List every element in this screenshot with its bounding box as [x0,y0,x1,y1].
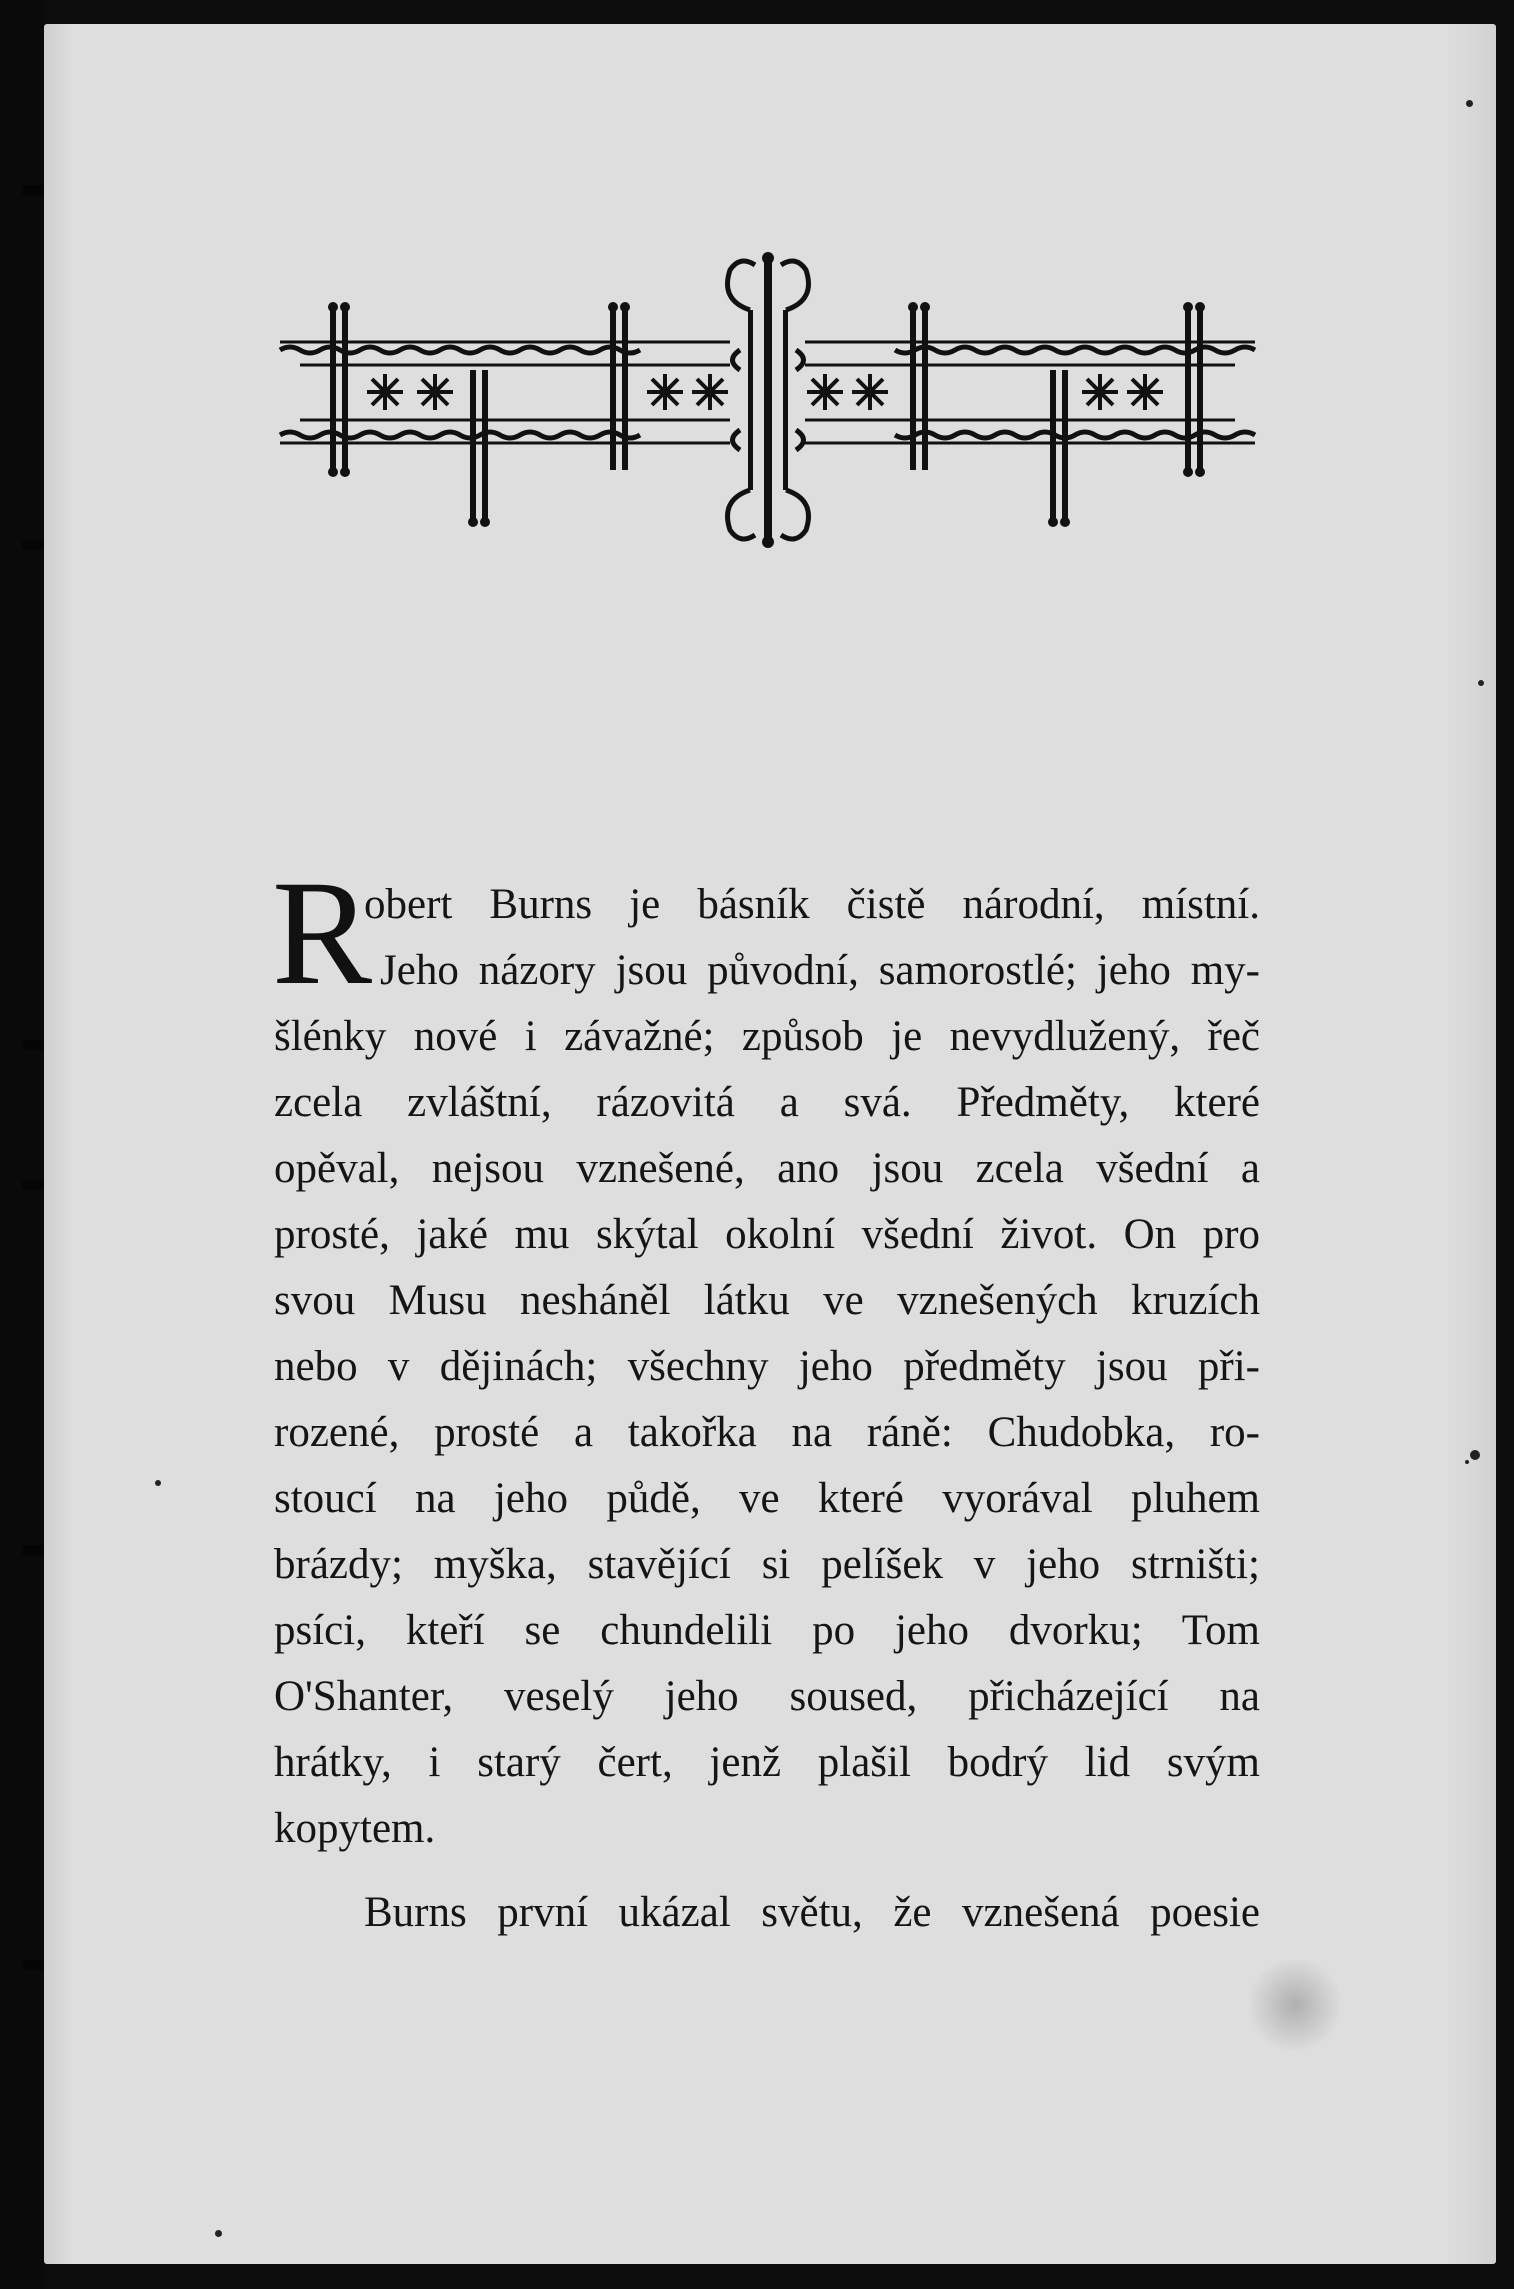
text-line: zcela zvláštní, rázovitá a svá. Předměty, které [274,1079,1260,1126]
paragraph-2 [274,1880,1260,1946]
paper-smudge [1250,1960,1340,2050]
text-line: kopytem. [274,1805,436,1852]
paper-speck [1465,1460,1469,1464]
paper-speck [1470,1450,1480,1460]
text-line: opěval, nejsou vznešené, ano jsou zcela všední a [274,1145,1260,1192]
text-line: svou Musu nesháněl látku ve vznešených kruzích [274,1277,1260,1324]
text-line: šlénky nové i závažné; způsob je nevydlužený, řeč [274,1013,1260,1060]
text-line: obert Burns je básník čistě národní, místní. [364,881,1260,928]
text-line: hrátky, i starý čert, jenž plašil bodrý lid svým [274,1739,1260,1786]
paper-speck [155,1480,161,1486]
book-spine [0,0,44,2289]
text-line: brázdy; myška, stavějící si pelíšek v jeho strništi; [274,1541,1260,1588]
text-line: psíci, kteří se chundelili po jeho dvorku; Tom [274,1607,1260,1654]
paper-speck [1478,680,1484,686]
text-line: Burns první ukázal světu, že vznešená poesie [364,1889,1260,1936]
text-line: Jeho názory jsou původní, samorostlé; jeho my- [380,947,1260,994]
text-line: stoucí na jeho půdě, ve které vyorával pluhem [274,1475,1260,1522]
text-line: prosté, jaké mu skýtal okolní všední život. On pro [274,1211,1260,1258]
text-line: O'Shanter, veselý jeho soused, přicházející na [274,1673,1260,1720]
text-line: rozené, prosté a takořka na ráně: Chudobka, ro- [274,1409,1260,1456]
paragraph-1 [274,872,1260,1862]
decorative-headpiece [270,250,1265,550]
text-line: nebo v dějinách; všechny jeho předměty jsou při- [274,1343,1260,1390]
paper-speck [215,2230,222,2237]
paper-speck [1466,100,1473,107]
drop-cap-letter: R [272,850,373,1016]
